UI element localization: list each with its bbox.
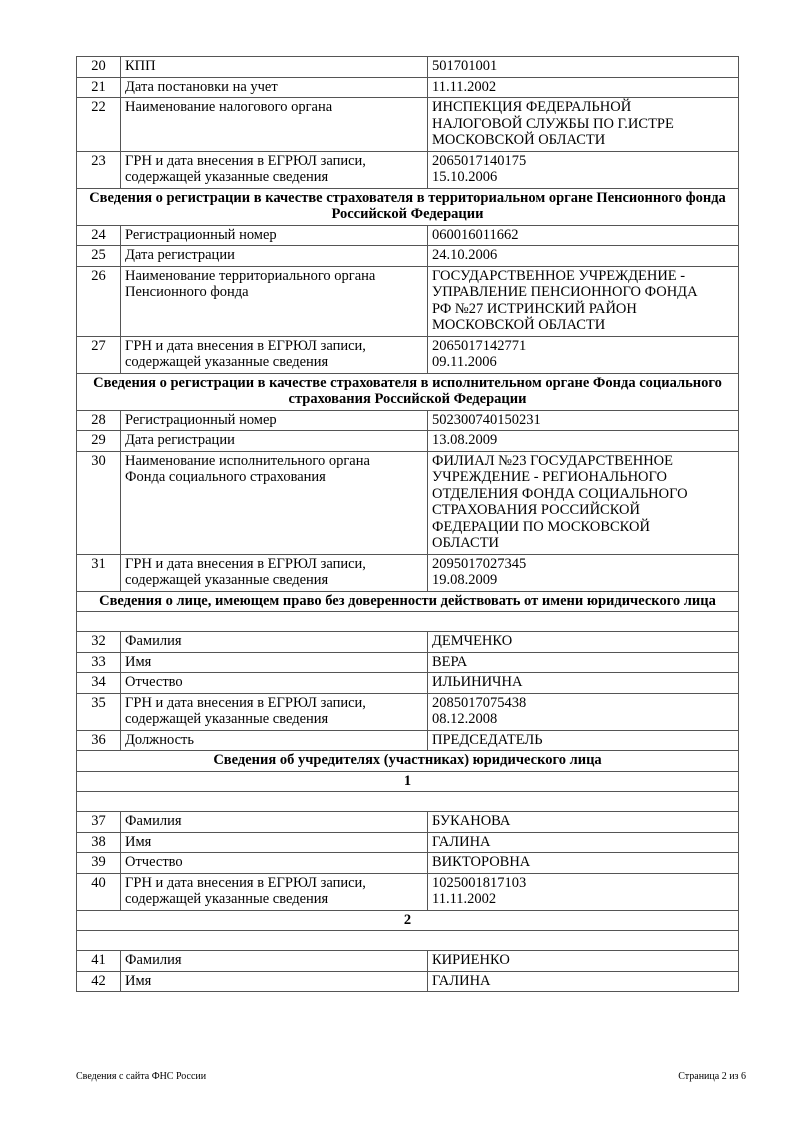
field-row — [77, 336, 739, 373]
field-row — [77, 673, 739, 694]
founder-index: 2 — [77, 910, 739, 931]
section-heading: Сведения о регистрации в качестве страхователя в территориальном органе Пенсионного фонда Российской Федерации — [77, 188, 739, 225]
blank-row — [77, 792, 739, 812]
blank-cell — [77, 612, 739, 632]
field-row — [77, 853, 739, 874]
field-number: 40 — [77, 873, 121, 910]
field-label: ГРН и дата внесения в ЕГРЮЛ записи, содержащей указанные сведения — [121, 554, 428, 591]
field-label: Имя — [121, 971, 428, 992]
field-row — [77, 873, 739, 910]
field-number: 37 — [77, 812, 121, 833]
field-row — [77, 812, 739, 833]
field-label: Дата постановки на учет — [121, 77, 428, 98]
field-value: ФИЛИАЛ №23 ГОСУДАРСТВЕННОЕ УЧРЕЖДЕНИЕ - РЕГИОНАЛЬНОГО ОТДЕЛЕНИЯ ФОНДА СОЦИАЛЬНОГО СТРАХОВАНИЯ РОССИЙСКОЙ ФЕДЕРАЦИИ ПО МОСКОВСКОЙ ОБЛАСТИ — [428, 451, 739, 554]
section-heading-row — [77, 188, 739, 225]
field-label: ГРН и дата внесения в ЕГРЮЛ записи, содержащей указанные сведения — [121, 151, 428, 188]
field-number: 35 — [77, 693, 121, 730]
egrul-table — [76, 56, 739, 992]
field-value: 2065017142771 09.11.2006 — [428, 336, 739, 373]
field-label: Фамилия — [121, 812, 428, 833]
section-heading: Сведения о лице, имеющем право без доверенности действовать от имени юридического лица — [77, 591, 739, 612]
field-value: ИНСПЕКЦИЯ ФЕДЕРАЛЬНОЙ НАЛОГОВОЙ СЛУЖБЫ ПО Г.ИСТРЕ МОСКОВСКОЙ ОБЛАСТИ — [428, 98, 739, 152]
field-row — [77, 693, 739, 730]
blank-cell — [77, 931, 739, 951]
egrul-table-body — [77, 57, 739, 992]
field-value: ГАЛИНА — [428, 971, 739, 992]
field-number: 34 — [77, 673, 121, 694]
field-row — [77, 225, 739, 246]
field-number: 23 — [77, 151, 121, 188]
field-value: 060016011662 — [428, 225, 739, 246]
field-label: Фамилия — [121, 632, 428, 653]
field-value: БУКАНОВА — [428, 812, 739, 833]
field-number: 27 — [77, 336, 121, 373]
field-label: ГРН и дата внесения в ЕГРЮЛ записи, содержащей указанные сведения — [121, 873, 428, 910]
field-label: Должность — [121, 730, 428, 751]
field-number: 32 — [77, 632, 121, 653]
field-label: Фамилия — [121, 951, 428, 972]
field-row — [77, 77, 739, 98]
field-number: 41 — [77, 951, 121, 972]
field-value: ГОСУДАРСТВЕННОЕ УЧРЕЖДЕНИЕ - УПРАВЛЕНИЕ ПЕНСИОННОГО ФОНДА РФ №27 ИСТРИНСКИЙ РАЙОН МОСКОВСКОЙ ОБЛАСТИ — [428, 266, 739, 336]
section-heading-row — [77, 591, 739, 612]
field-value: ВЕРА — [428, 652, 739, 673]
field-value: 1025001817103 11.11.2002 — [428, 873, 739, 910]
field-value: 502300740150231 — [428, 410, 739, 431]
field-number: 28 — [77, 410, 121, 431]
field-number: 29 — [77, 431, 121, 452]
field-value: ПРЕДСЕДАТЕЛЬ — [428, 730, 739, 751]
field-row — [77, 98, 739, 152]
field-value: 13.08.2009 — [428, 431, 739, 452]
field-value: 24.10.2006 — [428, 246, 739, 267]
field-label: КПП — [121, 57, 428, 78]
field-value: 2095017027345 19.08.2009 — [428, 554, 739, 591]
field-value: ГАЛИНА — [428, 832, 739, 853]
field-row — [77, 246, 739, 267]
field-row — [77, 151, 739, 188]
field-label: Дата регистрации — [121, 246, 428, 267]
field-number: 38 — [77, 832, 121, 853]
field-row — [77, 431, 739, 452]
field-number: 42 — [77, 971, 121, 992]
field-value: 2085017075438 08.12.2008 — [428, 693, 739, 730]
footer-page-number: Страница 2 из 6 — [678, 1071, 746, 1082]
field-value: 11.11.2002 — [428, 77, 739, 98]
field-value: КИРИЕНКО — [428, 951, 739, 972]
field-row — [77, 832, 739, 853]
blank-cell — [77, 792, 739, 812]
section-heading: Сведения об учредителях (участниках) юридического лица — [77, 751, 739, 772]
field-row — [77, 652, 739, 673]
section-heading-row — [77, 751, 739, 772]
field-row — [77, 410, 739, 431]
field-row — [77, 632, 739, 653]
field-label: Имя — [121, 832, 428, 853]
field-row — [77, 57, 739, 78]
field-label: Отчество — [121, 673, 428, 694]
field-label: Дата регистрации — [121, 431, 428, 452]
field-label: Наименование налогового органа — [121, 98, 428, 152]
field-label: Регистрационный номер — [121, 410, 428, 431]
field-label: ГРН и дата внесения в ЕГРЮЛ записи, содержащей указанные сведения — [121, 693, 428, 730]
field-label: Отчество — [121, 853, 428, 874]
field-number: 36 — [77, 730, 121, 751]
field-label: Имя — [121, 652, 428, 673]
founder-index-row — [77, 910, 739, 931]
section-heading: Сведения о регистрации в качестве страхователя в исполнительном органе Фонда социального страхования Российской Федерации — [77, 373, 739, 410]
field-row — [77, 951, 739, 972]
field-row — [77, 451, 739, 554]
field-label: Регистрационный номер — [121, 225, 428, 246]
footer-source: Сведения с сайта ФНС России — [76, 1071, 207, 1082]
field-number: 20 — [77, 57, 121, 78]
founder-index-row — [77, 771, 739, 792]
field-row — [77, 554, 739, 591]
field-number: 39 — [77, 853, 121, 874]
field-number: 26 — [77, 266, 121, 336]
field-number: 21 — [77, 77, 121, 98]
field-row — [77, 971, 739, 992]
blank-row — [77, 612, 739, 632]
field-number: 31 — [77, 554, 121, 591]
field-number: 25 — [77, 246, 121, 267]
field-row — [77, 730, 739, 751]
field-number: 24 — [77, 225, 121, 246]
section-heading-row — [77, 373, 739, 410]
field-label: ГРН и дата внесения в ЕГРЮЛ записи, содержащей указанные сведения — [121, 336, 428, 373]
field-row — [77, 266, 739, 336]
field-number: 33 — [77, 652, 121, 673]
field-value: ИЛЬИНИЧНА — [428, 673, 739, 694]
field-value: ДЕМЧЕНКО — [428, 632, 739, 653]
founder-index: 1 — [77, 771, 739, 792]
field-value: ВИКТОРОВНА — [428, 853, 739, 874]
field-label: Наименование исполнительного органа Фонда социального страхования — [121, 451, 428, 554]
field-number: 22 — [77, 98, 121, 152]
field-value: 501701001 — [428, 57, 739, 78]
field-label: Наименование территориального органа Пенсионного фонда — [121, 266, 428, 336]
blank-row — [77, 931, 739, 951]
field-value: 2065017140175 15.10.2006 — [428, 151, 739, 188]
field-number: 30 — [77, 451, 121, 554]
